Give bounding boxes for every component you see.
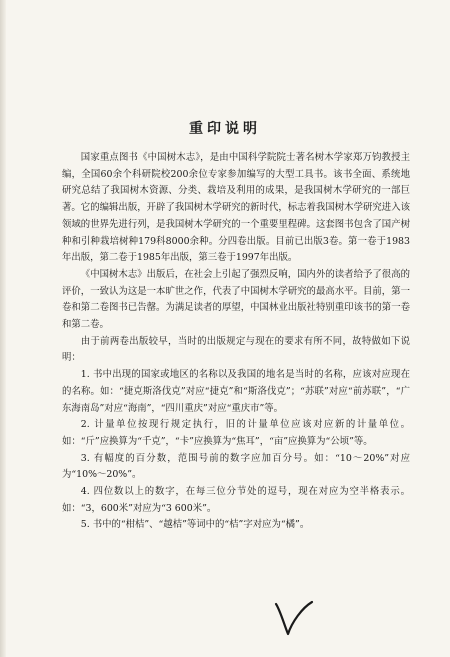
paragraph-notes-intro: 由于前两卷出版较早，当时的出版规定与现在的要求有所不同，故特做如下说明： [62,335,410,364]
note-item-2: 2. 计量单位按现行规定执行，旧的计量单位应该对应新的计量单位。如：“斤”应换算为“千克”，“卡”应换算为“焦耳”，“亩”应换算为“公顷”等。 [62,419,410,447]
body-text [62,150,410,534]
handwritten-mark [272,598,316,640]
note-item-1: 1. 书中出现的国家或地区的名称以及我国的地名是当时的名称，应该对应现在的名称。如：“捷克斯洛伐克”对应“捷克”和“斯洛伐克”；“苏联”对应“前苏联”，“广东海南岛”对应“海南”，“四川重庆”对应“重庆市”等。 [62,369,410,414]
binding-edge [0,0,6,657]
page-title: 重印说明 [189,121,261,137]
paragraph-reception: 《中国树木志》出版后，在社会上引起了强烈反响，国内外的读者给予了很高的评价，一致认为这是一本旷世之作，代表了中国树木学研究的最高水平。目前，第一卷和第二卷图书已告罄。为满足读者的厚望，中国林业出版社特别重印该书的第一卷和第二卷。 [62,268,410,331]
note-item-5: 5. 书中的“柑桔”、“越桔”等词中的“桔”字对应为“橘”。 [80,519,310,531]
note-item-3: 3. 有幅度的百分数，范围号前的数字应加百分号。如：“10～20%”对应为“10%～20%”。 [62,452,410,481]
note-item-4: 4. 四位数以上的数字，在每三位分节处的逗号，现在对应为空半格表示。如：“3，600米”对应为“3 600米”。 [62,486,410,514]
paragraph-intro: 国家重点图书《中国树木志》，是由中国科学院院士著名树木学家郑万钧教授主编，全国60余个科研院校200余位专家参加编写的大型工具书。该书全面、系统地研究总结了我国树木资源、分类、栽培及利用的成果，是我国树木学研究的一部巨著。它的编辑出版，开辟了我国树木学研究的新时代，标志着我国树木学研究进入该领域的世界先进行列，是我国树木学研究的一个重要里程碑。这套图书包含了国产树种和引种栽培树种179科8000余种。分四卷出版。目前已出版3卷。第一卷于1983年出版，第二卷于1985年出版，第三卷于1997年出版。 [62,152,410,264]
